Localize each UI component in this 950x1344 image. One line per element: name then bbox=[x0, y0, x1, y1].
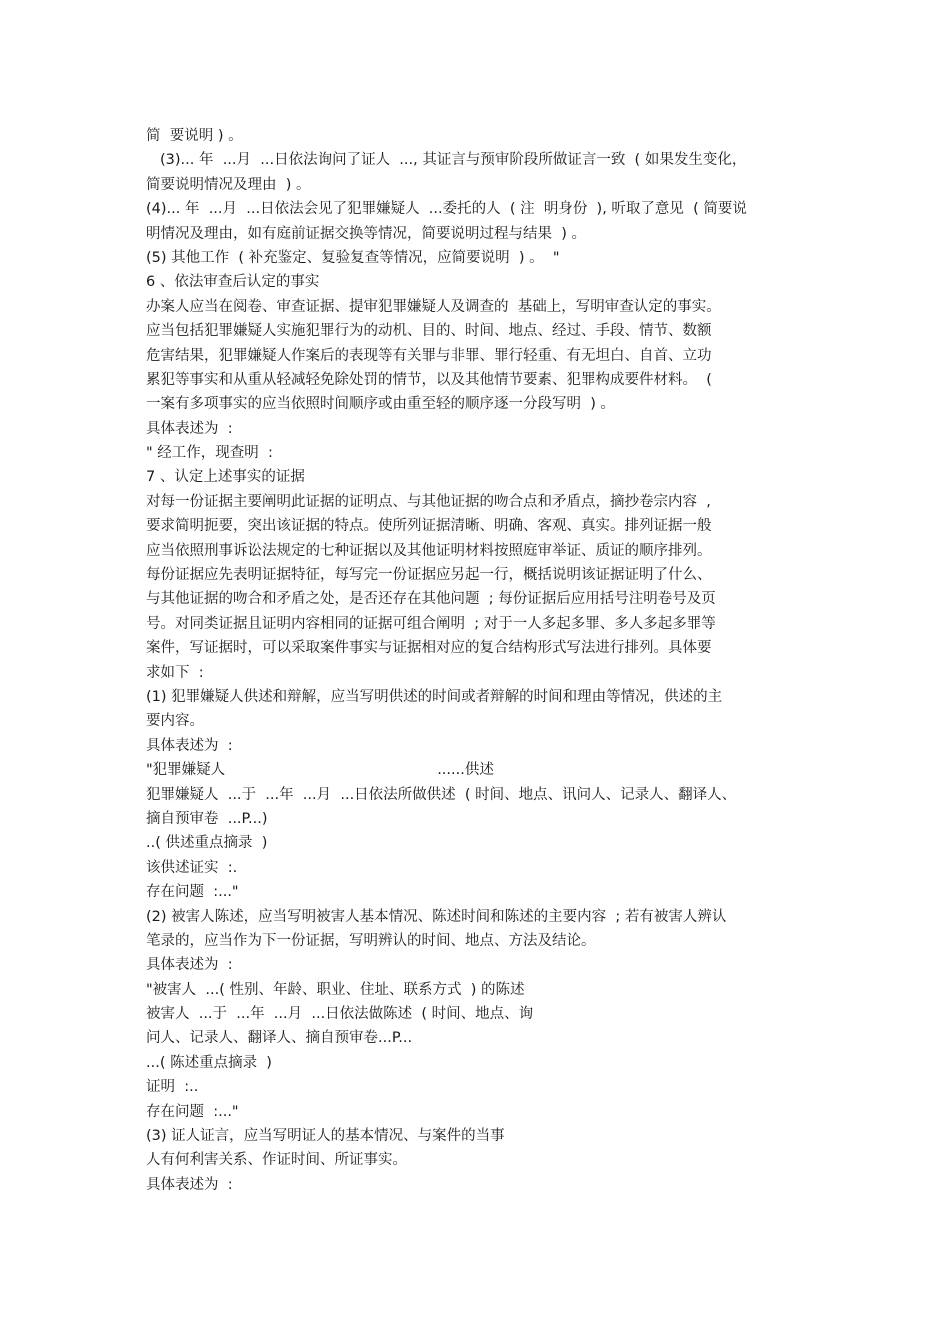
text-line: 具体表述为 : bbox=[146, 1176, 233, 1193]
text-line: 人有何利害关系、作证时间、所证事实。 bbox=[146, 1152, 407, 1169]
text-line: 具体表述为 : bbox=[146, 957, 233, 974]
text-line: 被害人 ...于 ...年 ...月 ...日依法做陈述 ( 时间、地点、询 bbox=[146, 1006, 534, 1023]
text-line: 具体表述为 : bbox=[146, 420, 233, 437]
text-line: 求如下 : bbox=[146, 664, 204, 681]
text-line: 号。对同类证据且证明内容相同的证据可组合阐明 ; 对于一人多起多罪、多人多起多罪等 bbox=[146, 615, 716, 632]
text-line: 简 要说明 ) 。 bbox=[146, 128, 243, 144]
text-line: " 经工作，现查明 : bbox=[146, 445, 273, 462]
text-line: (1) 犯罪嫌疑人供述和辩解，应当写明供述的时间或者辩解的时间和理由等情况，供述的主 bbox=[146, 688, 723, 705]
text-line: ..( 供述重点摘录 ) bbox=[146, 835, 268, 852]
text-line: (3) 证人证言，应当写明证人的基本情况、与案件的当事 bbox=[146, 1128, 505, 1145]
text-line: 对每一份证据主要阐明此证据的证明点、与其他证据的吻合点和矛盾点，摘抄卷宗内容 , bbox=[146, 493, 711, 510]
text-line: "被害人 ...( 性别、年龄、职业、住址、联系方式 ) 的陈述 bbox=[146, 981, 525, 998]
text-line: 应当依照刑事诉讼法规定的七种证据以及其他证明材料按照庭审举证、质证的顺序排列。 bbox=[146, 542, 712, 559]
text-line: ...( 陈述重点摘录 ) bbox=[146, 1054, 272, 1071]
text-line: 问人、记录人、翻译人、摘自预审卷...P... bbox=[146, 1030, 413, 1047]
text-line: 要求简明扼要，突出该证据的特点。使所列证据清晰、明确、客观、真实。排列证据一般 bbox=[146, 518, 712, 535]
text-line: "犯罪嫌疑人 ......供述 bbox=[146, 762, 494, 779]
section-heading: 7 、认定上述事实的证据 bbox=[146, 469, 305, 486]
text-line: 存在问题 :..." bbox=[146, 1103, 239, 1120]
text-line: 明情况及理由，如有庭前证据交换等情况，简要说明过程与结果 ) 。 bbox=[146, 225, 586, 242]
text-line: (4)... 年 ...月 ...日依法会见了犯罪嫌疑人 ...委托的人 ( 注 明身份 ), 听取了意见 ( 简要说 bbox=[146, 201, 747, 218]
text-line: 案件，写证据时，可以采取案件事实与证据相对应的复合结构形式写法进行排列。具体要 bbox=[146, 640, 712, 657]
text-line: 简要说明情况及理由 ) 。 bbox=[146, 176, 311, 193]
text-line: 每份证据应先表明证据特征，每写完一份证据应另起一行，概括说明该证据证明了什么、 bbox=[146, 567, 712, 584]
text-line: 存在问题 :..." bbox=[146, 884, 239, 901]
text-line: 摘自预审卷 ...P...) bbox=[146, 810, 268, 827]
text-line: (2) 被害人陈述，应当写明被害人基本情况、陈述时间和陈述的主要内容 ; 若有被害人辨认 bbox=[146, 908, 727, 925]
text-line: (3)... 年 ...月 ...日依法询问了证人 ..., 其证言与预审阶段所做证言一致 ( 如果发生变化， bbox=[160, 152, 747, 169]
text-line: 证明 :.. bbox=[146, 1079, 199, 1096]
text-line: 危害结果，犯罪嫌疑人作案后的表现等有关罪与非罪、罪行轻重、有无坦白、自首、立功 bbox=[146, 347, 712, 364]
text-line: 犯罪嫌疑人 ...于 ...年 ...月 ...日依法所做供述 ( 时间、地点、讯问人、记录人、翻译人、 bbox=[146, 786, 737, 803]
text-line: 具体表述为 : bbox=[146, 737, 233, 754]
document-body bbox=[146, 124, 810, 1197]
text-line: 笔录的，应当作为下一份证据，写明辨认的时间、地点、方法及结论。 bbox=[146, 932, 596, 949]
text-line: 累犯等事实和从重从轻减轻免除处罚的情节，以及其他情节要素、犯罪构成要件材料。 ( bbox=[146, 371, 712, 388]
section-heading: 6 、依法审查后认定的事实 bbox=[146, 274, 320, 291]
text-line: 应当包括犯罪嫌疑人实施犯罪行为的动机、目的、时间、地点、经过、手段、情节、数额 bbox=[146, 323, 712, 340]
text-line: 一案有多项事实的应当依照时间顺序或由重至轻的顺序逐一分段写明 ) 。 bbox=[146, 396, 615, 413]
text-line: (5) 其他工作 ( 补充鉴定、复验复查等情况，应简要说明 ) 。 " bbox=[146, 249, 560, 266]
text-line: 该供述证实 :. bbox=[146, 859, 238, 876]
text-line: 与其他证据的吻合和矛盾之处，是否还存在其他问题 ; 每份证据后应用括号注明卷号及页 bbox=[146, 591, 716, 608]
text-line: 要内容。 bbox=[146, 713, 204, 730]
text-line: 办案人应当在阅卷、审查证据、提审犯罪嫌疑人及调查的 基础上，写明审查认定的事实。 bbox=[146, 298, 721, 315]
